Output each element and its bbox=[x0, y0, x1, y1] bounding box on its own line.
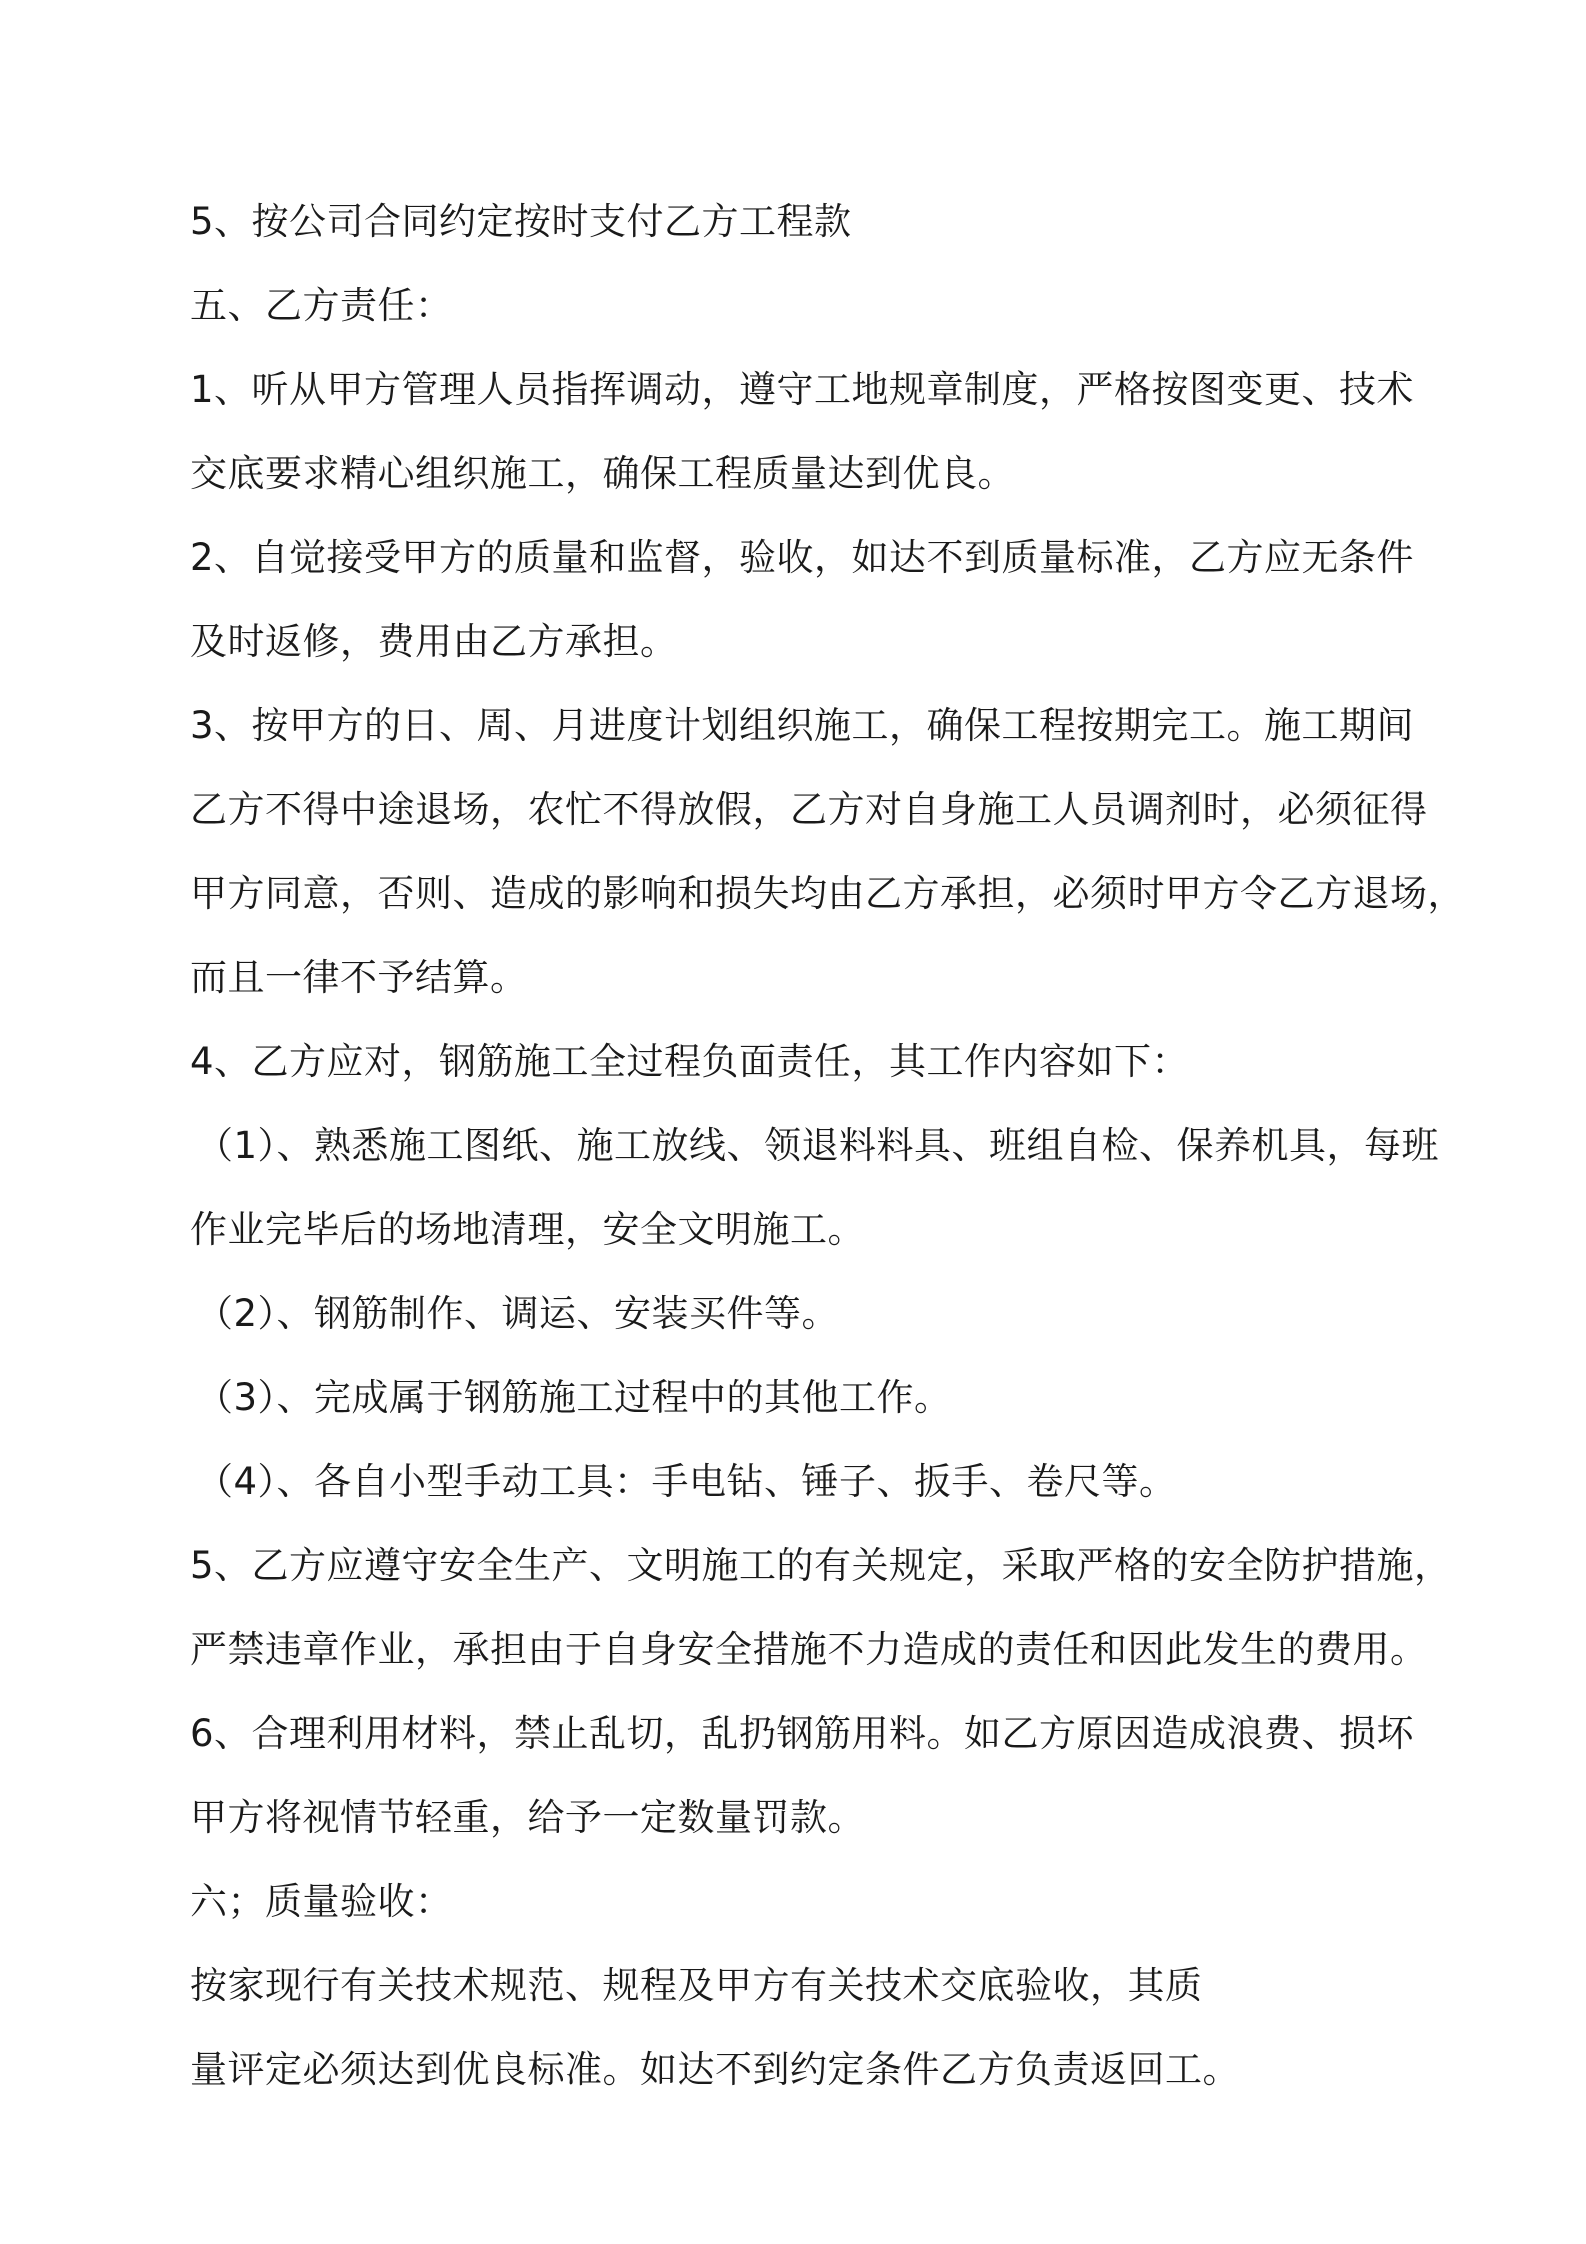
section-heading: 五、乙方责任： bbox=[190, 284, 453, 327]
text-line: 4、乙方应对，钢筋施工全过程负面责任，其工作内容如下： bbox=[190, 1040, 1190, 1083]
text-line: 而且一律不予结算。 bbox=[190, 956, 528, 999]
text-line: 2、自觉接受甲方的质量和监督，验收，如达不到质量标准，乙方应无条件 bbox=[190, 536, 1415, 579]
text-line: 甲方同意，否则、造成的影响和损失均由乙方承担，必须时甲方令乙方退场， bbox=[190, 872, 1465, 915]
section-heading: 六；质量验收： bbox=[190, 1880, 453, 1923]
text-line: 5、按公司合同约定按时支付乙方工程款 bbox=[190, 200, 852, 243]
text-line: 1、听从甲方管理人员指挥调动，遵守工地规章制度，严格按图变更、技术 bbox=[190, 368, 1415, 411]
sub-item-line: （4）、各自小型手动工具：手电钻、锤子、扳手、卷尺等。 bbox=[196, 1460, 1177, 1503]
text-line: 量评定必须达到优良标准。如达不到约定条件乙方负责返回工。 bbox=[190, 2048, 1240, 2091]
contract-text bbox=[190, 180, 1465, 2112]
text-line: 6、合理利用材料，禁止乱切，乱扔钢筋用料。如乙方原因造成浪费、损坏 bbox=[190, 1712, 1415, 1755]
sub-item-line: （3）、完成属于钢筋施工过程中的其他工作。 bbox=[196, 1376, 952, 1419]
sub-item-line: （1）、熟悉施工图纸、施工放线、领退料料具、班组自检、保养机具，每班 bbox=[196, 1124, 1440, 1167]
text-line: 按家现行有关技术规范、规程及甲方有关技术交底验收，其质 bbox=[190, 1964, 1203, 2007]
text-line: 交底要求精心组织施工，确保工程质量达到优良。 bbox=[190, 452, 1015, 495]
text-line: 严禁违章作业，承担由于自身安全措施不力造成的责任和因此发生的费用。 bbox=[190, 1628, 1428, 1671]
sub-item-line: （2）、钢筋制作、调运、安装买件等。 bbox=[196, 1292, 840, 1335]
text-line: 5、乙方应遵守安全生产、文明施工的有关规定，采取严格的安全防护措施， bbox=[190, 1544, 1452, 1587]
text-line: 乙方不得中途退场，农忙不得放假，乙方对自身施工人员调剂时，必须征得 bbox=[190, 788, 1428, 831]
text-line: 作业完毕后的场地清理，安全文明施工。 bbox=[190, 1208, 865, 1251]
text-line: 及时返修，费用由乙方承担。 bbox=[190, 620, 678, 663]
text-line: 甲方将视情节轻重，给予一定数量罚款。 bbox=[190, 1796, 865, 1839]
text-line: 3、按甲方的日、周、月进度计划组织施工，确保工程按期完工。施工期间 bbox=[190, 704, 1415, 747]
